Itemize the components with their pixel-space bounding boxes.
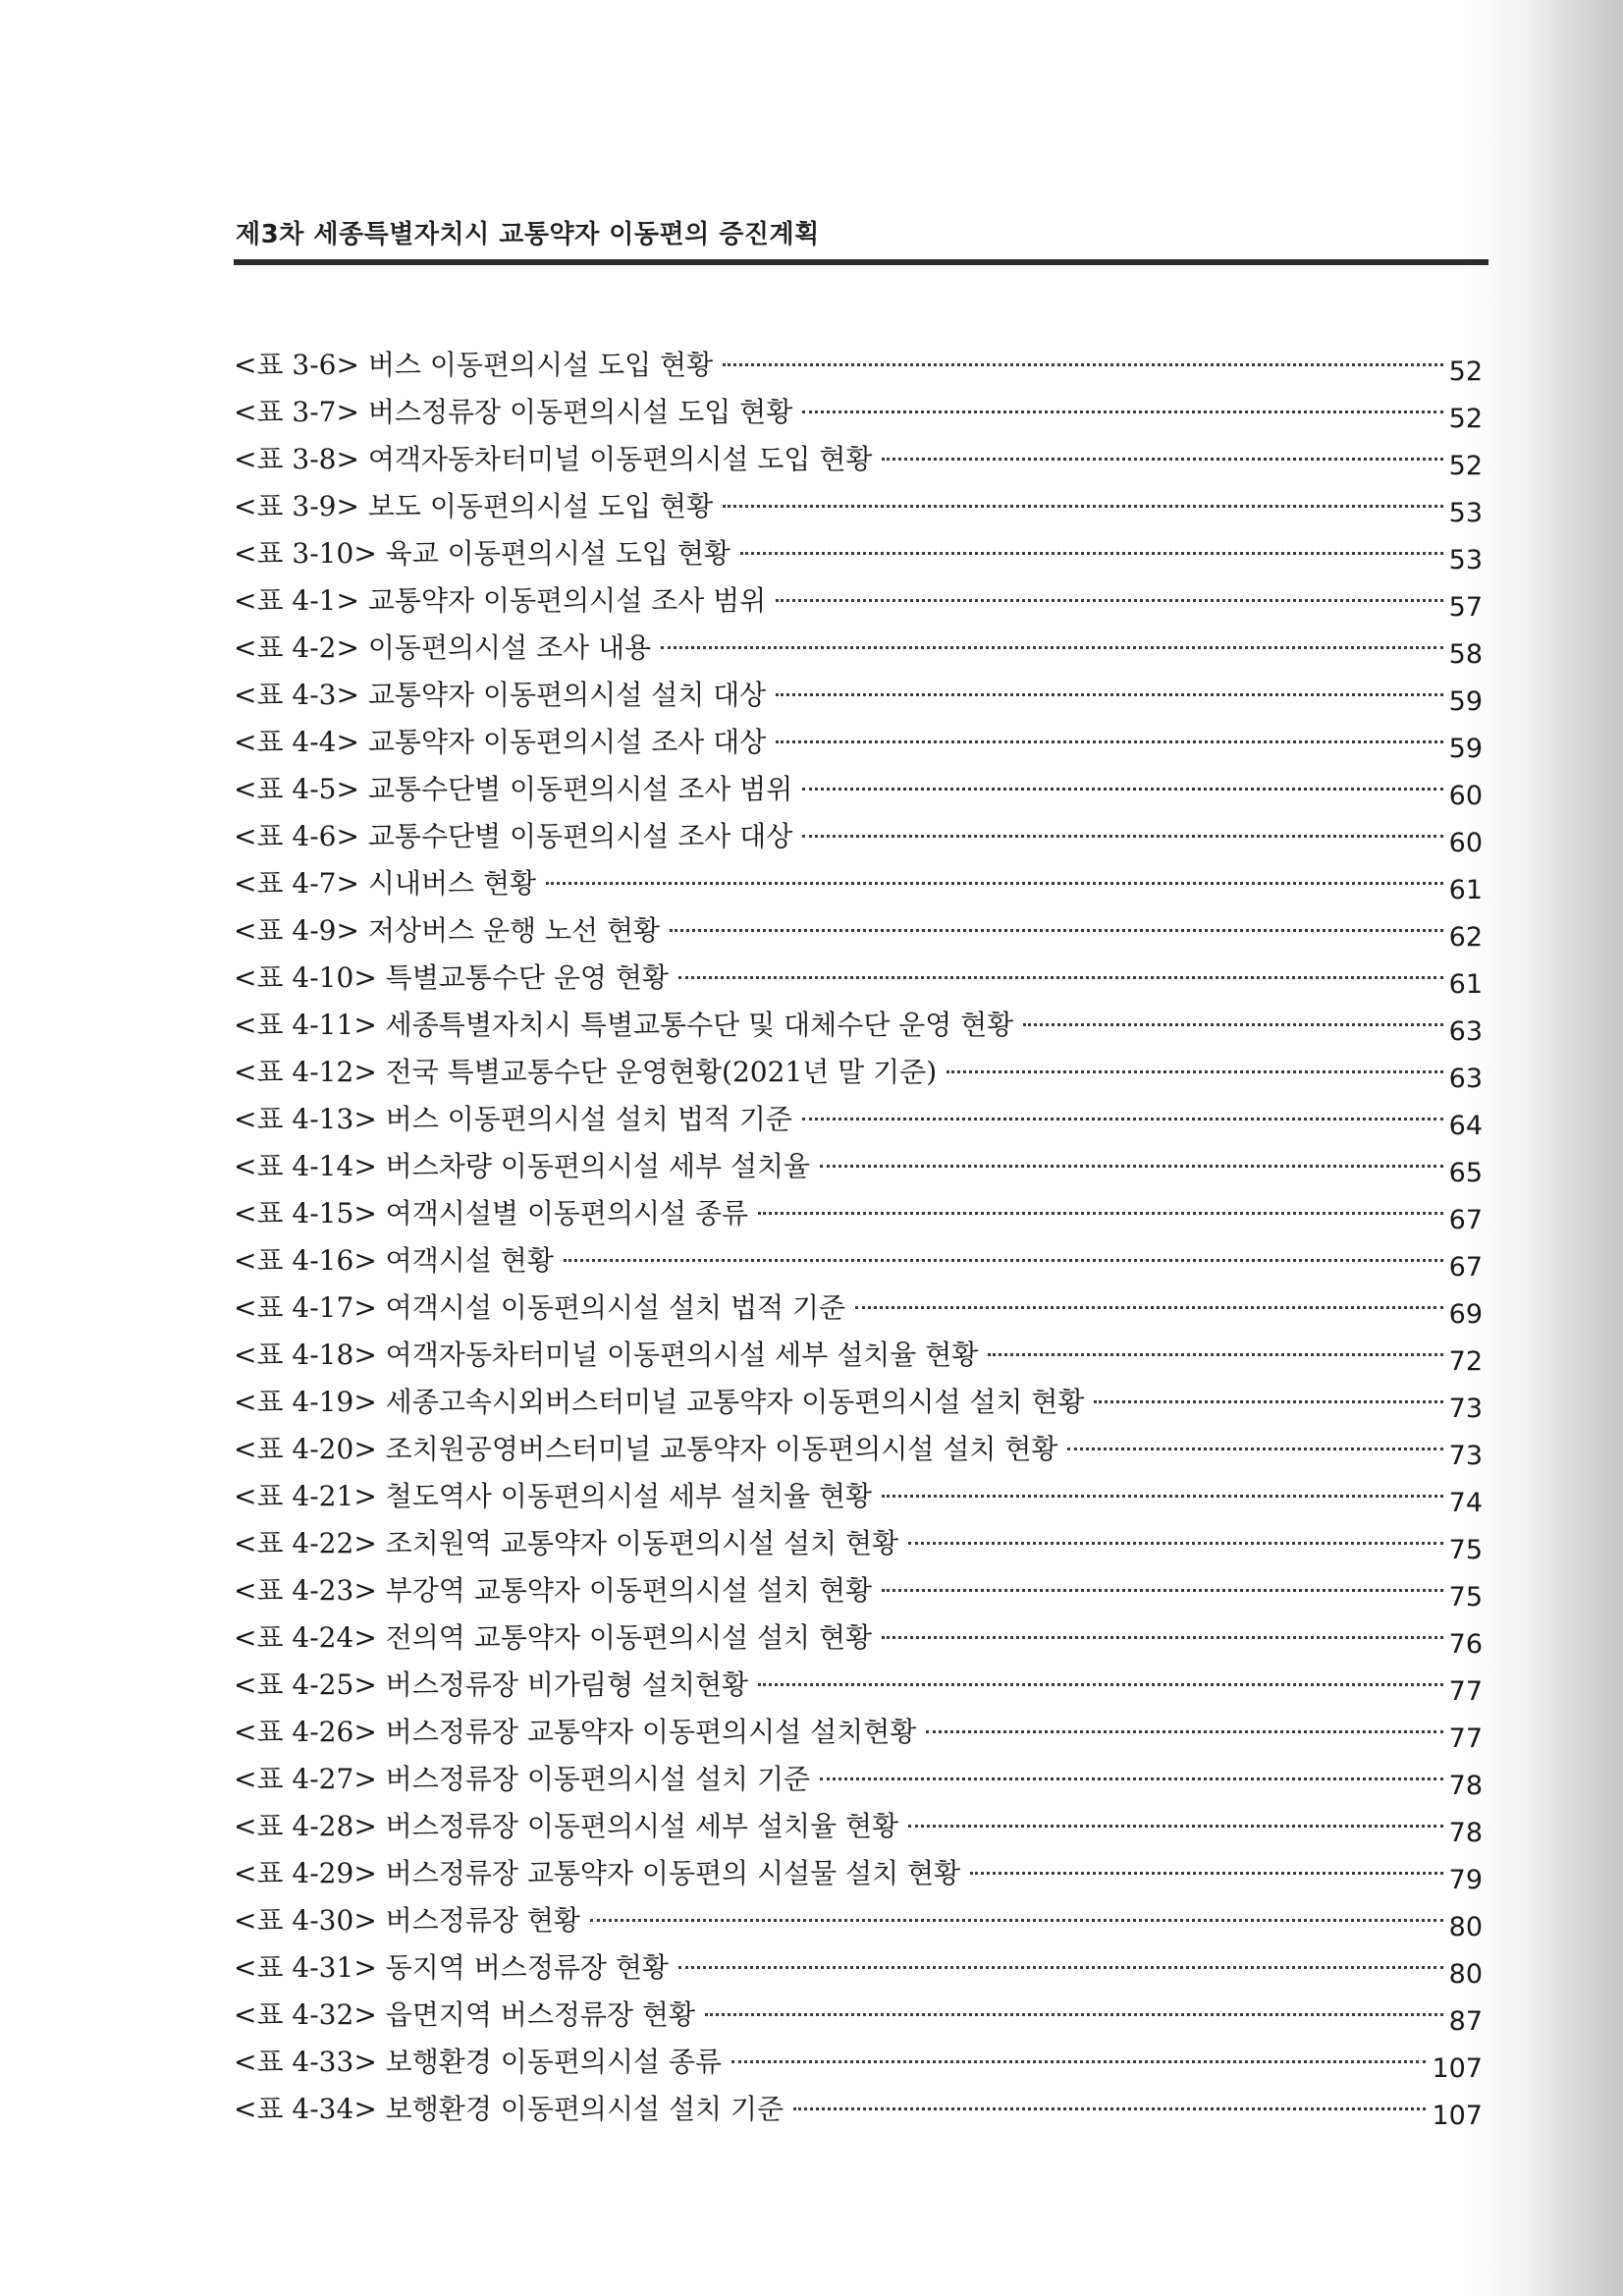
dot-leader — [793, 2107, 1426, 2110]
toc-entry-label: <표 4-27> 버스정류장 이동편의시설 설치 기준 — [234, 1763, 811, 1795]
toc-entry — [234, 1426, 1483, 1473]
toc-entry — [234, 1567, 1483, 1614]
toc-entry-label: <표 4-17> 여객시설 이동편의시설 설치 법적 기준 — [234, 1291, 846, 1324]
toc-entry — [234, 389, 1483, 436]
toc-entry — [234, 436, 1483, 483]
toc-entry-label: <표 4-4> 교통약자 이동편의시설 조사 대상 — [234, 726, 767, 758]
toc-entry — [234, 813, 1483, 860]
toc-entry — [234, 1992, 1483, 2039]
toc-entry — [234, 860, 1483, 907]
toc-entry-label: <표 4-2> 이동편의시설 조사 내용 — [234, 631, 652, 664]
toc-entry-page-number: 72 — [1448, 1346, 1483, 1377]
toc-entry-page-number: 63 — [1448, 1016, 1483, 1047]
toc-entry-label: <표 4-13> 버스 이동편의시설 설치 법적 기준 — [234, 1103, 792, 1135]
toc-entry-label: <표 4-9> 저상버스 운행 노선 현황 — [234, 914, 661, 947]
toc-entry — [234, 625, 1483, 672]
toc-entry-label: <표 3-7> 버스정류장 이동편의시설 도입 현황 — [234, 396, 793, 428]
toc-entry-page-number: 77 — [1448, 1723, 1483, 1754]
toc-entry-label: <표 4-3> 교통약자 이동편의시설 설치 대상 — [234, 679, 767, 711]
toc-entry-page-number: 67 — [1448, 1205, 1483, 1235]
toc-entry — [234, 955, 1483, 1002]
dot-leader — [882, 1495, 1443, 1498]
toc-entry — [234, 766, 1483, 813]
toc-entry-label: <표 4-34> 보행환경 이동편의시설 설치 기준 — [234, 2093, 784, 2125]
toc-entry — [234, 1473, 1483, 1520]
toc-entry-label: <표 4-11> 세종특별자치시 특별교통수단 및 대체수단 운영 현황 — [234, 1009, 1014, 1041]
toc-entry-page-number: 53 — [1448, 545, 1483, 575]
dot-leader — [758, 1683, 1443, 1686]
toc-entry-page-number: 74 — [1448, 1488, 1483, 1518]
toc-entry-page-number: 60 — [1448, 828, 1483, 858]
dot-leader — [802, 835, 1442, 838]
dot-leader — [776, 740, 1442, 743]
toc-entry-label: <표 4-24> 전의역 교통약자 이동편의시설 설치 현황 — [234, 1621, 873, 1654]
toc-entry-page-number: 87 — [1448, 2006, 1483, 2037]
toc-entry-page-number: 78 — [1448, 1771, 1483, 1801]
toc-entry-page-number: 67 — [1448, 1252, 1483, 1283]
toc-entry — [234, 1190, 1483, 1237]
dot-leader — [855, 1306, 1443, 1309]
toc-entry-page-number: 59 — [1448, 686, 1483, 717]
dot-leader — [947, 1070, 1442, 1073]
toc-entry-page-number: 65 — [1448, 1158, 1483, 1188]
toc-entry-page-number: 107 — [1432, 2053, 1483, 2084]
toc-entry-label: <표 4-7> 시내버스 현황 — [234, 867, 537, 900]
toc-entry-label: <표 4-6> 교통수단별 이동편의시설 조사 대상 — [234, 820, 793, 852]
toc-entry — [234, 1332, 1483, 1379]
dot-leader — [820, 1165, 1443, 1168]
toc-entry — [234, 907, 1483, 955]
toc-entry-label: <표 4-14> 버스차량 이동편의시설 세부 설치율 — [234, 1150, 811, 1182]
dot-leader — [820, 1777, 1443, 1780]
dot-leader — [758, 1212, 1443, 1215]
dot-leader — [705, 2013, 1443, 2016]
toc-entry-label: <표 4-20> 조치원공영버스터미널 교통약자 이동편의시설 설치 현황 — [234, 1433, 1058, 1465]
toc-entry-label: <표 4-15> 여객시설별 이동편의시설 종류 — [234, 1197, 749, 1230]
toc-entry-label: <표 4-1> 교통약자 이동편의시설 조사 범위 — [234, 584, 767, 617]
dot-leader — [882, 458, 1442, 461]
toc-entry-label: <표 4-25> 버스정류장 비가림형 설치현황 — [234, 1668, 749, 1701]
toc-entry-label: <표 4-5> 교통수단별 이동편의시설 조사 범위 — [234, 773, 793, 805]
toc-entry-page-number: 52 — [1448, 356, 1483, 387]
toc-entry-page-number: 76 — [1448, 1629, 1483, 1660]
toc-entry-label: <표 4-18> 여객자동차터미널 이동편의시설 세부 설치율 현황 — [234, 1339, 979, 1371]
toc-entry-page-number: 77 — [1448, 1676, 1483, 1707]
toc-entry-page-number: 60 — [1448, 781, 1483, 811]
toc-entry-label: <표 3-6> 버스 이동편의시설 도입 현황 — [234, 349, 714, 381]
toc-entry-page-number: 53 — [1448, 498, 1483, 528]
table-of-tables-list — [234, 342, 1483, 2133]
dot-leader — [802, 1118, 1443, 1121]
toc-entry-label: <표 4-33> 보행환경 이동편의시설 종류 — [234, 2046, 723, 2078]
dot-leader — [678, 976, 1443, 979]
toc-entry — [234, 1096, 1483, 1143]
dot-leader — [908, 1825, 1442, 1828]
toc-entry — [234, 1756, 1483, 1803]
toc-entry-label: <표 4-21> 철도역사 이동편의시설 세부 설치율 현황 — [234, 1480, 873, 1512]
toc-entry-page-number: 58 — [1448, 639, 1483, 670]
toc-entry — [234, 1237, 1483, 1285]
toc-entry-page-number: 57 — [1448, 592, 1483, 623]
toc-entry-page-number: 80 — [1448, 1912, 1483, 1942]
dot-leader — [1067, 1448, 1442, 1450]
toc-entry-label: <표 4-22> 조치원역 교통약자 이동편의시설 설치 현황 — [234, 1527, 899, 1559]
dot-leader — [723, 505, 1443, 508]
toc-entry — [234, 1002, 1483, 1049]
toc-entry-page-number: 52 — [1448, 451, 1483, 481]
dot-leader — [546, 882, 1443, 885]
toc-entry-page-number: 75 — [1448, 1535, 1483, 1565]
toc-entry — [234, 577, 1483, 625]
dot-leader — [661, 646, 1442, 649]
toc-entry — [234, 1049, 1483, 1096]
toc-entry-page-number: 61 — [1448, 969, 1483, 1000]
toc-entry — [234, 1897, 1483, 1944]
toc-entry — [234, 1520, 1483, 1567]
dot-leader — [776, 693, 1442, 696]
toc-entry-page-number: 62 — [1448, 922, 1483, 953]
running-header-title: 제3차 세종특별자치시 교통약자 이동편의 증진계획 — [236, 220, 820, 249]
dot-leader — [678, 1966, 1443, 1969]
toc-entry-label: <표 3-8> 여객자동차터미널 이동편의시설 도입 현황 — [234, 443, 873, 475]
toc-entry-label: <표 3-10> 육교 이동편의시설 도입 현황 — [234, 537, 730, 570]
toc-entry-page-number: 52 — [1448, 404, 1483, 434]
dot-leader — [926, 1730, 1442, 1733]
toc-entry-label: <표 4-23> 부강역 교통약자 이동편의시설 설치 현황 — [234, 1574, 873, 1607]
toc-entry — [234, 719, 1483, 766]
toc-entry-page-number: 73 — [1448, 1394, 1483, 1424]
toc-entry-label: <표 4-31> 동지역 버스정류장 현황 — [234, 1951, 669, 1984]
toc-entry-label: <표 4-30> 버스정류장 현황 — [234, 1904, 580, 1937]
toc-entry — [234, 342, 1483, 389]
toc-entry-page-number: 61 — [1448, 875, 1483, 905]
toc-entry-page-number: 69 — [1448, 1299, 1483, 1330]
toc-entry — [234, 1803, 1483, 1850]
dot-leader — [1023, 1023, 1442, 1026]
toc-entry-label: <표 4-28> 버스정류장 이동편의시설 세부 설치율 현황 — [234, 1810, 899, 1842]
dot-leader — [564, 1259, 1443, 1262]
dot-leader — [670, 929, 1443, 932]
toc-entry — [234, 1662, 1483, 1709]
toc-entry — [234, 1709, 1483, 1756]
toc-entry-label: <표 4-32> 읍면지역 버스정류장 현황 — [234, 1998, 696, 2031]
toc-entry — [234, 1143, 1483, 1190]
dot-leader — [590, 1919, 1443, 1922]
toc-entry-page-number: 107 — [1432, 2101, 1483, 2131]
dot-leader — [776, 599, 1442, 602]
dot-leader — [723, 363, 1443, 366]
toc-entry — [234, 1285, 1483, 1332]
toc-entry-page-number: 64 — [1448, 1111, 1483, 1141]
toc-entry — [234, 1614, 1483, 1662]
dot-leader — [882, 1636, 1443, 1639]
toc-entry — [234, 1850, 1483, 1897]
dot-leader — [988, 1353, 1442, 1356]
toc-entry-page-number: 59 — [1448, 734, 1483, 764]
header-rule — [234, 259, 1488, 265]
toc-entry-page-number: 79 — [1448, 1865, 1483, 1895]
toc-entry — [234, 1944, 1483, 1992]
toc-entry-label: <표 4-12> 전국 특별교통수단 운영현황(2021년 말 기준) — [234, 1056, 938, 1088]
toc-entry-label: <표 4-10> 특별교통수단 운영 현황 — [234, 961, 669, 994]
toc-entry-label: <표 3-9> 보도 이동편의시설 도입 현황 — [234, 490, 714, 522]
dot-leader — [731, 2060, 1426, 2063]
dot-leader — [802, 410, 1442, 413]
dot-leader — [802, 788, 1442, 791]
dot-leader — [970, 1872, 1443, 1875]
toc-entry-label: <표 4-19> 세종고속시외버스터미널 교통약자 이동편의시설 설치 현황 — [234, 1386, 1085, 1418]
toc-entry — [234, 483, 1483, 530]
toc-entry — [234, 672, 1483, 719]
toc-entry — [234, 1379, 1483, 1426]
toc-entry — [234, 2086, 1483, 2133]
dot-leader — [908, 1542, 1442, 1545]
toc-entry-page-number: 73 — [1448, 1441, 1483, 1471]
dot-leader — [740, 552, 1443, 555]
dot-leader — [1094, 1400, 1442, 1403]
toc-entry-page-number: 80 — [1448, 1959, 1483, 1990]
toc-entry-label: <표 4-29> 버스정류장 교통약자 이동편의 시설물 설치 현황 — [234, 1857, 961, 1889]
dot-leader — [882, 1589, 1443, 1592]
toc-entry — [234, 530, 1483, 577]
toc-entry — [234, 2039, 1483, 2086]
toc-entry-label: <표 4-26> 버스정류장 교통약자 이동편의시설 설치현황 — [234, 1716, 917, 1748]
toc-entry-page-number: 63 — [1448, 1064, 1483, 1094]
toc-entry-page-number: 78 — [1448, 1818, 1483, 1848]
toc-entry-label: <표 4-16> 여객시설 현황 — [234, 1244, 554, 1277]
toc-entry-page-number: 75 — [1448, 1582, 1483, 1613]
